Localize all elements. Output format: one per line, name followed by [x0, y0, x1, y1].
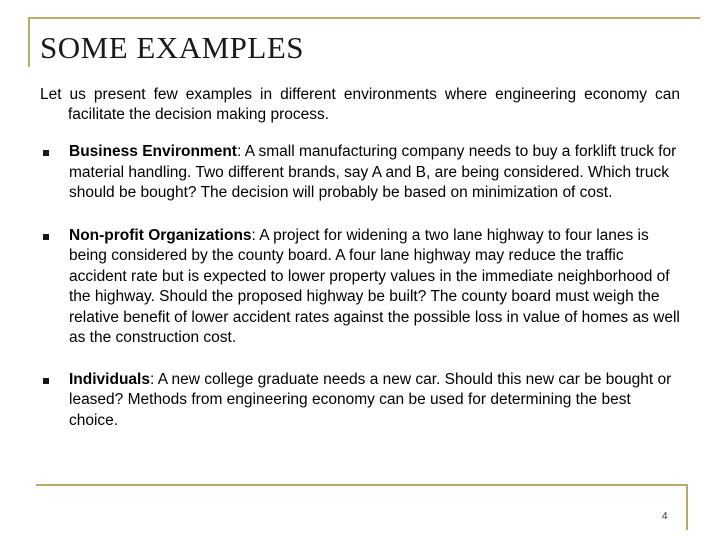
footer-right-rule: [686, 484, 688, 530]
slide-title: SOME EXAMPLES: [40, 30, 305, 65]
list-item: [40, 370, 680, 432]
square-bullet-icon: [43, 150, 49, 156]
list-item: [40, 142, 680, 204]
intro-text: Let us present few examples in different environments where engineering economy can facilitate the decision making process.: [40, 86, 680, 123]
square-bullet-icon: [43, 378, 49, 384]
bullet-text: : A new college graduate needs a new car. Should this new car be bought or leased? Methods from engineering economy can be used for determining the best choice.: [69, 370, 672, 429]
list-item: [40, 226, 680, 349]
square-bullet-icon: [43, 234, 49, 240]
footer-rule: [36, 484, 688, 486]
page-number: 4: [662, 511, 668, 522]
bullet-text: : A small manufacturing company needs to buy a forklift truck for material handling. Two different brands, say A and B, are being considered. Which truck should be bought? The decision will probably be based on minimization of cost.: [69, 143, 677, 201]
title-top-rule: [28, 17, 700, 19]
bullet-heading: Non-profit Organizations: [69, 226, 252, 244]
title-left-rule: [28, 17, 30, 67]
bullet-text: : A project for widening a two lane highway to four lanes is being considered by the county board. A four lane highway may reduce the traffic accident rate but is expected to lower property values in the immediate neighborhood of the highway. Should the proposed highway be built? The county board must weigh the relative benefit of lower accident rates against the possible loss in value of homes as well as the construction cost.: [69, 226, 680, 346]
intro-paragraph: [40, 85, 680, 125]
bullet-heading: Individuals: [69, 370, 150, 388]
bullet-heading: Business Environment: [69, 143, 237, 160]
examples-list: [40, 142, 680, 453]
